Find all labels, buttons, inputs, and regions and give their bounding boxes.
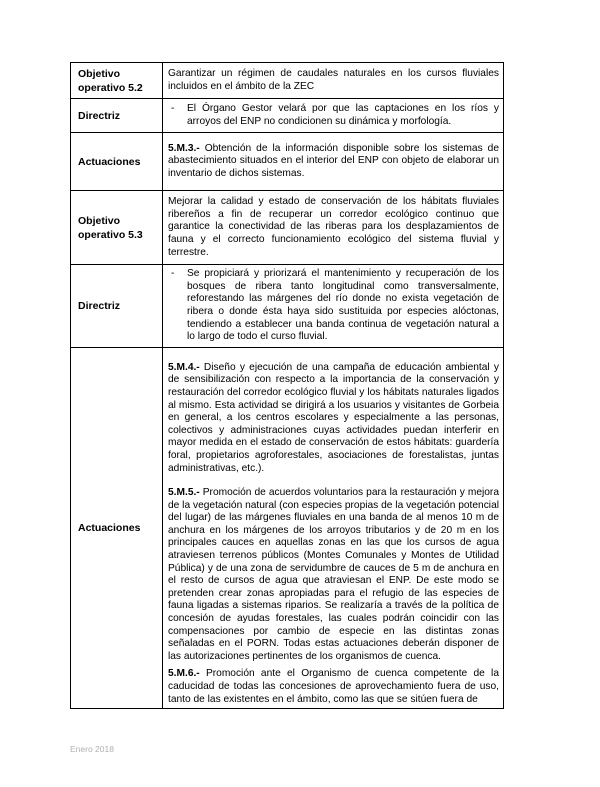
actions-cell bbox=[163, 133, 504, 191]
row-label: Actuaciones bbox=[71, 133, 163, 191]
action-paragraph bbox=[168, 668, 499, 706]
directive-cell bbox=[163, 99, 504, 133]
page-footer: Enero 2018 bbox=[70, 744, 114, 754]
action-code: 5.M.3.- bbox=[168, 142, 200, 154]
row-label: Directriz bbox=[71, 99, 163, 133]
row-label: Directriz bbox=[71, 265, 163, 348]
row-label: Actuaciones bbox=[71, 347, 163, 708]
action-paragraph bbox=[168, 487, 499, 663]
objective-text: Garantizar un régimen de caudales naturales en los cursos fluviales incluidos en el ámbito de la ZEC bbox=[163, 63, 504, 99]
action-code: 5.M.5.- bbox=[168, 487, 200, 499]
action-paragraph bbox=[168, 362, 499, 475]
table-row bbox=[71, 63, 504, 99]
row-label: Objetivo operativo 5.3 bbox=[71, 191, 163, 265]
action-text: Obtención de la información disponible sobre los sistemas de abastecimiento situados en el interior del ENP con objeto de elaborar un inventario de dichos sistemas. bbox=[168, 142, 499, 179]
action-text: Promoción de acuerdos voluntarios para la restauración y mejora de la vegetación natural (con especies propias de la vegetación potencial del lugar) de las márgenes fluviales en una banda de al menos 10 m de anchura en los márgenes de los arroyos tributarios y de 20 m en los principales cauces en aquellas zonas en las que los cursos de agua atraviesen terrenos públicos (Montes Comunales y Montes de Utilidad Pública) y de una zona de servidumbre de cauces de 5 m de anchura en el resto de cursos de agua que atraviesan el ENP. De este modo se pretenden crear zonas apropiadas para el refugio de las especies de fauna ligadas a sistemas riparios. Se realizaría a través de la política de concesión de ayudas forestales, las cuales podrán coincidir con las compensaciones por cambio de especie en las distintas zonas señaladas en el PORN. Todas estas actuaciones deberán disponer de las autorizaciones pertinentes de los organismos de cuenca. bbox=[168, 487, 499, 662]
directive-text: El Órgano Gestor velará por que las captaciones en los ríos y arroyos del ENP no condicionen su dinámica y morfología. bbox=[187, 103, 499, 127]
action-code: 5.M.4.- bbox=[168, 361, 200, 373]
action-text: Promoción ante el Organismo de cuenca competente de la caducidad de todas las concesiones de aprovechamiento fuera de uso, tanto de las existentes en el ámbito, como las que se sitúen fuera de bbox=[168, 668, 499, 705]
directive-cell bbox=[163, 265, 504, 348]
row-label: Objetivo operativo 5.2 bbox=[71, 63, 163, 99]
table-row bbox=[71, 347, 504, 708]
table-row bbox=[71, 133, 504, 191]
actions-cell bbox=[163, 347, 504, 708]
objective-text: Mejorar la calidad y estado de conservación de los hábitats fluviales ribereños a fin de recuperar un corredor ecológico continuo que garantice la conectividad de las riberas para los desplazamientos de fauna y el correcto funcionamiento ecológico del sistema fluvial y terrestre. bbox=[163, 191, 504, 265]
bullet-dash: - bbox=[171, 268, 175, 280]
bullet-dash: - bbox=[171, 103, 175, 114]
table-row bbox=[71, 99, 504, 133]
management-table bbox=[70, 62, 504, 709]
table-row bbox=[71, 191, 504, 265]
action-code: 5.M.6.- bbox=[168, 668, 200, 680]
directive-text: Se propiciará y priorizará el mantenimiento y recuperación de los bosques de ribera tanto longitudinal como transversalmente, reforestando las márgenes del río donde no exista vegetación de ribera o donde ésta haya sido sustituida por especies alóctonas, tendiendo a establecer una banda continua de vegetación natural a lo largo de todo el curso fluvial. bbox=[187, 268, 499, 343]
action-text: Diseño y ejecución de una campaña de educación ambiental y de sensibilización con respecto a la importancia de la conservación y restauración del corredor ecológico fluvial y los hábitats naturales ligados al mismo. Esta actividad se dirigirá a los usuarios y visitantes de Gorbeia en general, a los centros escolares y especialmente a las personas, colectivos y administraciones cuyas actividades puedan interferir en mayor medida en el estado de conservación de estos hábitats: guardería foral, propietarios agroforestales, asociaciones de forestalistas, juntas administrativas, etc.). bbox=[168, 361, 499, 474]
table-row bbox=[71, 265, 504, 348]
